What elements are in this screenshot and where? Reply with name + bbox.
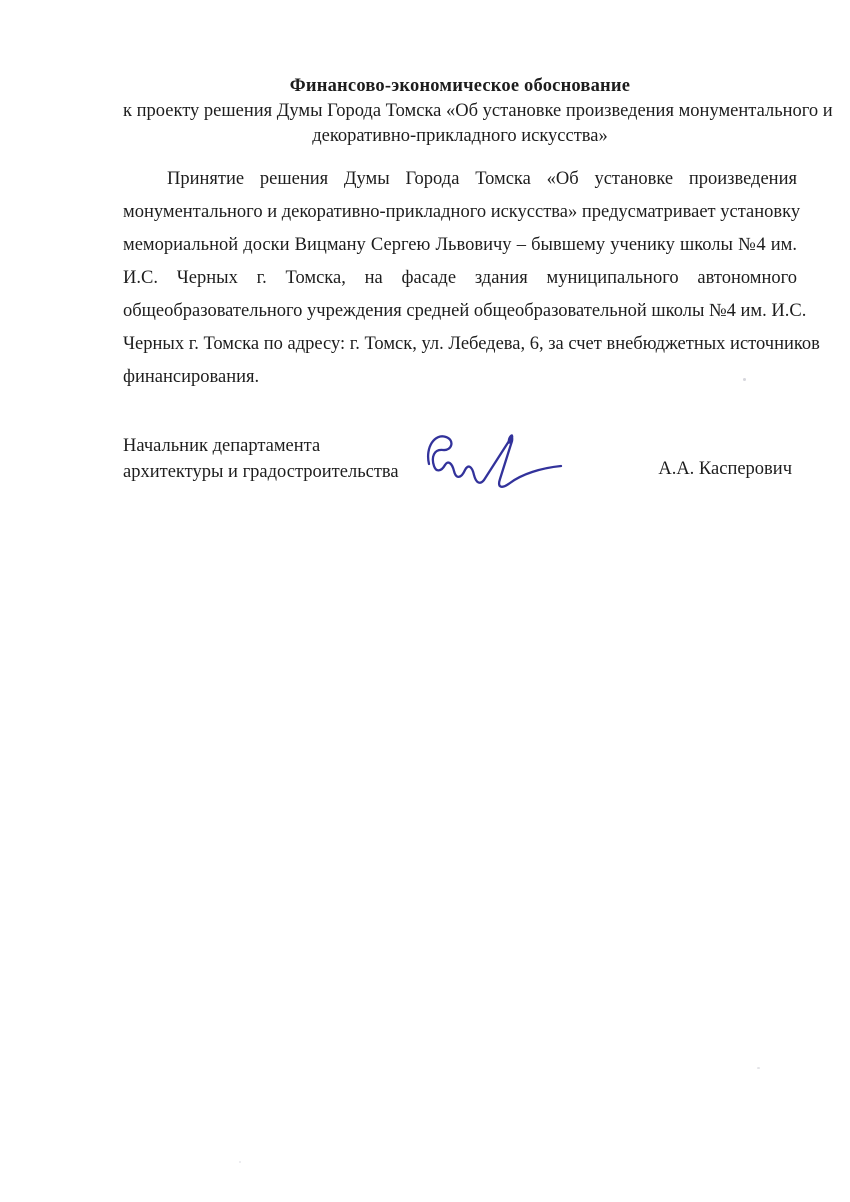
document-heading [123, 0, 833, 149]
document-title: Финансово-экономическое обоснование [289, 76, 631, 96]
handwritten-signature-icon [419, 420, 569, 504]
paragraph-line: финансирования. [123, 367, 260, 387]
signer-position [123, 434, 399, 485]
signer-name: А.А. Касперович [658, 459, 792, 479]
paragraph-line: Черных г. Томска по адресу: г. Томск, ул. Лебедева, 6, за счет внебюджетных источников [123, 334, 820, 354]
paragraph-line: И.С. Черных г. Томска, на фасаде здания муниципального автономного [123, 268, 797, 288]
document-content [123, 0, 833, 534]
scan-speck [239, 1161, 241, 1163]
signer-position-line-1: Начальник департамента [123, 436, 321, 456]
scan-speck [757, 1067, 760, 1069]
document-subtitle-line-1: к проекту решения Думы Города Томска «Об установке произведения монументального и [123, 101, 833, 121]
document-subtitle-line-2: декоративно-прикладного искусства» [312, 126, 608, 146]
scan-speck [743, 378, 746, 381]
paragraph-line: Принятие решения Думы Города Томска «Об установке произведения [167, 169, 797, 189]
signoff-block [123, 434, 797, 534]
paragraph-line: мемориальной доски Вицману Сергею Львовичу – бывшему ученику школы №4 им. [123, 235, 797, 255]
signature-stroke [428, 436, 561, 486]
body-paragraph [123, 163, 820, 394]
paragraph-line: общеобразовательного учреждения средней общеобразовательной школы №4 им. И.С. [123, 301, 807, 321]
paragraph-line: монументального и декоративно-прикладного искусства» предусматривает установку [123, 202, 801, 222]
signer-position-line-2: архитектуры и градостроительства [123, 461, 399, 482]
